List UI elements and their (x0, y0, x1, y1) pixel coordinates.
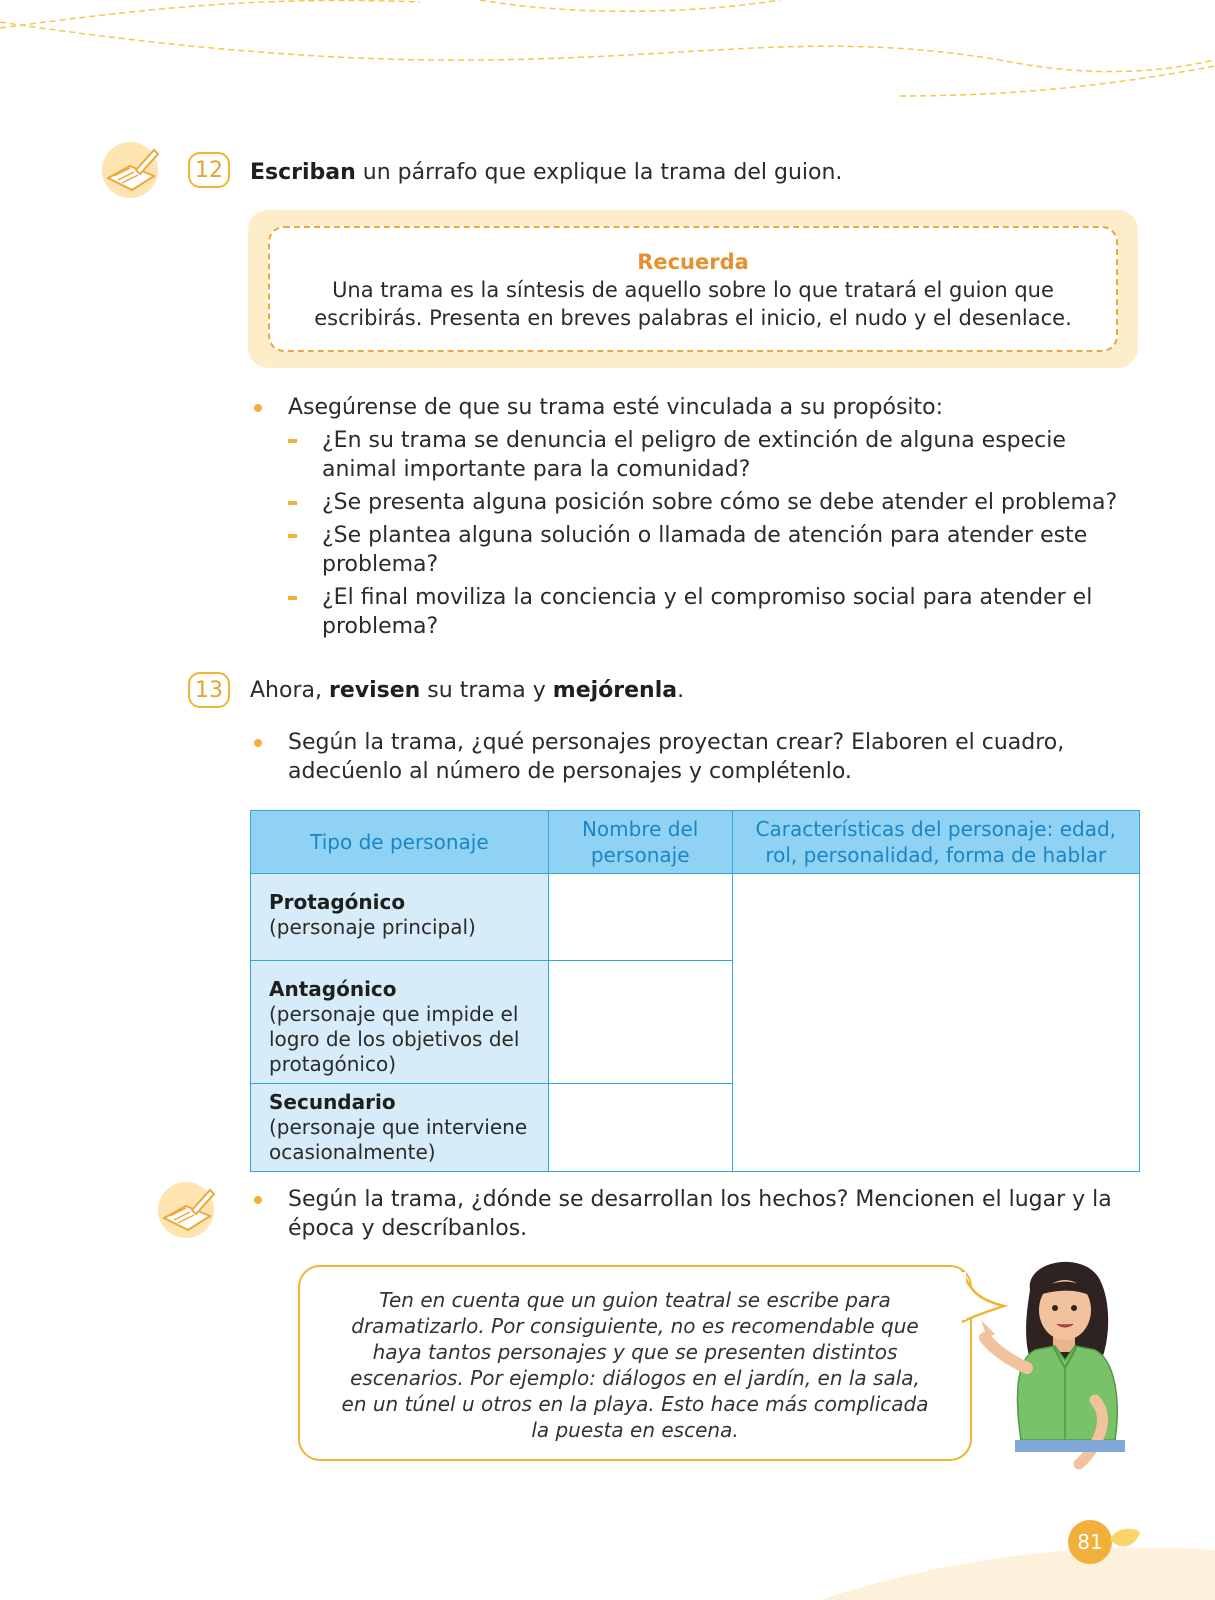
decorative-wave-lines (0, 0, 1215, 110)
checklist-intro-text: Asegúrense de que su trama esté vinculada a su propósito: (288, 395, 944, 420)
checklist-item-text: ¿En su trama se denuncia el peligro de extinción de alguna especie animal importante para la comunidad? (322, 428, 1066, 482)
instruction-verb: mejórenla (552, 678, 678, 703)
character-type-desc: (personaje que impide el logro de los objetivos del protagónico) (269, 1002, 520, 1076)
characters-prompt (250, 728, 1120, 786)
character-name-input-cell[interactable] (548, 874, 732, 961)
character-type-cell (251, 874, 549, 961)
setting-prompt-bullet (250, 1185, 1120, 1243)
checklist-item-text: ¿Se plantea alguna solución o llamada de atención para atender este problema? (322, 523, 1088, 577)
instruction-verb: revisen (328, 678, 421, 703)
instruction-verb: Escriban (250, 160, 356, 185)
character-type: Secundario (269, 1090, 396, 1114)
purpose-checklist (250, 393, 1140, 641)
bullet-dot (254, 1196, 262, 1204)
checklist-intro (250, 393, 1140, 422)
instruction-text: su trama y (420, 678, 553, 703)
setting-prompt-text: Según la trama, ¿dónde se desarrollan los hechos? Mencionen el lugar y la época y descríbanlos. (288, 1187, 1112, 1241)
tip-speech-bubble (298, 1265, 972, 1461)
character-traits-input-cell[interactable] (732, 874, 1139, 1172)
activity-12-instruction (250, 158, 842, 188)
characters-table (250, 810, 1140, 1172)
character-type-desc: (personaje principal) (269, 915, 476, 939)
character-type: Protagónico (269, 890, 406, 914)
instruction-text: . (677, 678, 685, 703)
character-type-cell (251, 1084, 549, 1172)
girl-character-illustration (975, 1250, 1150, 1480)
checklist-item (250, 521, 1140, 579)
checklist-item (250, 426, 1140, 484)
leaf-icon (1108, 1524, 1142, 1554)
characters-prompt-bullet (250, 728, 1120, 786)
checklist-item (250, 583, 1140, 641)
setting-prompt (250, 1185, 1120, 1243)
bullet-dot (254, 739, 262, 747)
table-header-cell: Características del personaje: edad, rol, personalidad, forma de hablar (732, 811, 1139, 874)
decorative-bottom-wave (820, 1520, 1215, 1600)
dash-marker (288, 501, 297, 505)
checklist-item (250, 488, 1140, 517)
table-header-cell: Tipo de personaje (251, 811, 549, 874)
dash-marker (288, 596, 297, 600)
table-header-row (251, 811, 1140, 874)
activity-13-instruction (250, 676, 684, 706)
recuerda-title: Recuerda (637, 250, 749, 274)
dash-marker (288, 534, 297, 538)
table-header-cell: Nombre del personaje (548, 811, 732, 874)
character-name-input-cell[interactable] (548, 1084, 732, 1172)
tip-text: Ten en cuenta que un guion teatral se escribe para dramatizarlo. Por consiguiente, no es recomendable que haya tantos personajes y que se presenten distintos escenarios. Por ejemplo: diálogos en el jardín, en la sala, en un túnel u otros en la playa. Esto hace más complicada la puesta en escena. (341, 1288, 929, 1442)
bullet-dot (254, 404, 262, 412)
writing-activity-icon (100, 140, 164, 200)
character-type: Antagónico (269, 977, 397, 1001)
recuerda-box (248, 210, 1138, 368)
activity-number-12: 12 (188, 152, 230, 188)
recuerda-dashed-frame (268, 226, 1118, 352)
recuerda-text: Una trama es la síntesis de aquello sobre lo que tratará el guion que escribirás. Presenta en breves palabras el inicio, el nudo y el desenlace. (314, 278, 1072, 330)
page-number: 81 (1068, 1520, 1112, 1564)
dash-marker (288, 439, 297, 443)
instruction-text: Ahora, (250, 678, 329, 703)
checklist-item-text: ¿El final moviliza la conciencia y el compromiso social para atender el problema? (322, 585, 1093, 639)
table-row (251, 874, 1140, 961)
character-type-desc: (personaje que interviene ocasionalmente) (269, 1115, 528, 1164)
character-name-input-cell[interactable] (548, 961, 732, 1084)
instruction-text: un párrafo que explique la trama del guion. (355, 160, 843, 185)
activity-number-13: 13 (188, 672, 230, 708)
writing-activity-icon (156, 1180, 220, 1240)
character-type-cell (251, 961, 549, 1084)
characters-prompt-text: Según la trama, ¿qué personajes proyectan crear? Elaboren el cuadro, adecúenlo al número de personajes y complétenlo. (288, 730, 1065, 784)
checklist-item-text: ¿Se presenta alguna posición sobre cómo se debe atender el problema? (322, 490, 1118, 515)
